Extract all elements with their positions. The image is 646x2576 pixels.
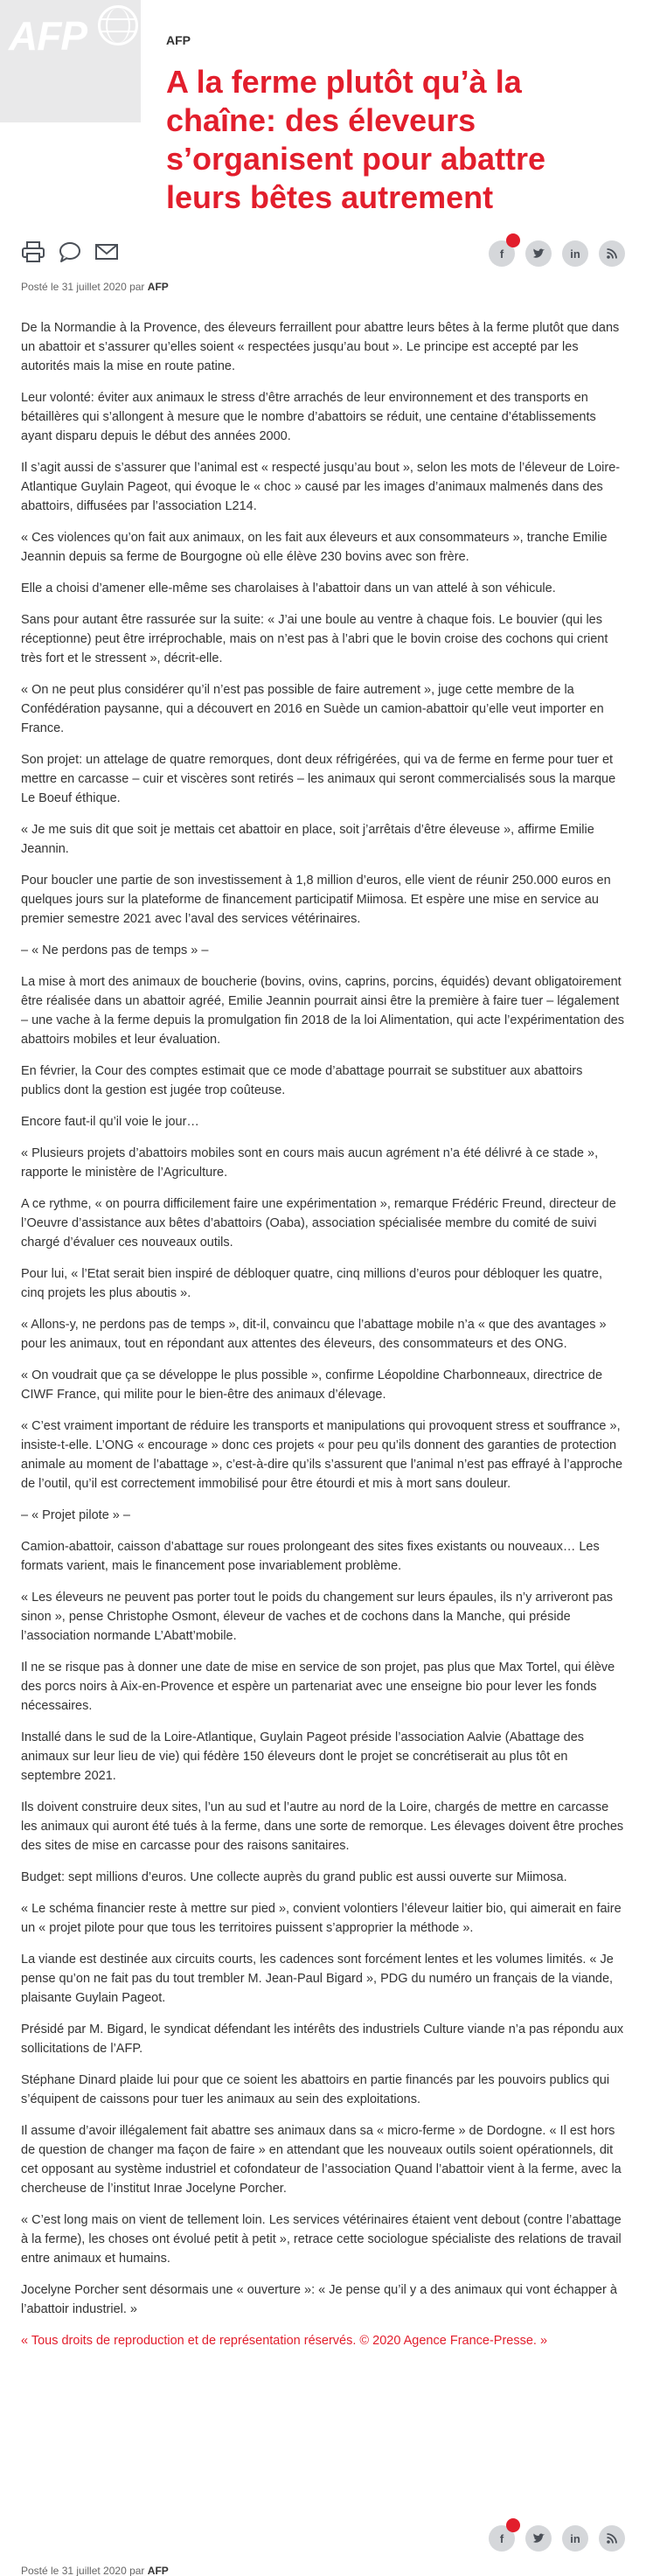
share-buttons <box>489 240 625 267</box>
section-heading: – « Ne perdons pas de temps » – <box>21 943 209 957</box>
comment-icon[interactable] <box>58 240 82 263</box>
article-paragraph: Elle a choisi d’amener elle-même ses charolaises à l’abattoir dans un van attelé à son véhicule. <box>21 581 556 595</box>
article-paragraph: Stéphane Dinard plaide lui pour que ce soient les abattoirs en partie financés par les pouvoirs publics qui s’équipent de caissons pour tuer les animaux au sein des exploitations. <box>21 2073 610 2106</box>
article-paragraph: « Ces violences qu’on fait aux animaux, on les fait aux éleveurs et aux consommateurs », tranche Emilie Jeannin depuis sa ferme de Bourgogne où elle élève 230 bovins avec son frère. <box>21 531 608 564</box>
article-paragraph: Présidé par M. Bigard, le syndicat défendant les intérêts des industriels Culture viande n’a pas répondu aux sollicitations de l’AFP. <box>21 2023 624 2056</box>
article-paragraph: Pour boucler une partie de son investissement à 1,8 million d’euros, elle vient de réunir 250.000 euros en quelques jours sur la plateforme de financement participatif Miimosa. Et espère une mise en service au premier semestre 2021 avec l’aval des services vétérinaires. <box>21 874 611 926</box>
email-icon[interactable] <box>94 240 119 263</box>
footer-facebook-share-button[interactable] <box>489 2525 515 2552</box>
twitter-share-button[interactable] <box>525 240 552 267</box>
article-header <box>0 0 646 229</box>
rss-icon <box>607 248 617 259</box>
print-icon[interactable] <box>21 240 45 263</box>
facebook-share-button[interactable] <box>489 240 515 267</box>
article-paragraph: Leur volonté: éviter aux animaux le stress d’être arrachés de leur environnement et des transports en bétaillères qui s’allongent à mesure que le nombre d’abattoirs se réduit, une centaine d’établissements ayant disparu depuis le début des années 2000. <box>21 391 596 443</box>
article-paragraph: Il ne se risque pas à donner une date de mise en service de son projet, pas plus que Max Tortel, qui élève des porcs noirs à Aix-en-Provence et espère un partenariat avec une enseigne bio pour lever les fonds nécessaires. <box>21 1660 615 1713</box>
article-paragraph: En février, la Cour des comptes estimait que ce mode d’abattage pourrait se substituer aux abattoirs publics dont la gestion est jugée trop coûteuse. <box>21 1064 583 1097</box>
tool-icons <box>21 240 119 263</box>
article-paragraph: Il s’agit aussi de s’assurer que l’animal est « respecté jusqu’au bout », selon les mots de l’éleveur de Loire-Atlantique Guylain Pageot, qui évoque le « choc » causé par les images d’animaux malmenés dans des abattoirs, diffusées par l’association L214. <box>21 461 621 513</box>
article-paragraph: « Les éleveurs ne peuvent pas porter tout le poids du changement sur leurs épaules, ils n’y arriveront pas sinon », pense Christophe Osmont, éleveur de vaches et de cochons dans la Manche, qui préside l’association normande L’Abatt’mobile. <box>21 1591 614 1643</box>
article-paragraph: Il assume d’avoir illégalement fait abattre ses animaux dans sa « micro-ferme » de Dordogne. « Il est hors de question de changer ma façon de faire » en attendant que les nouveaux outils soient opérationnels, dit cet opposant au système industriel et cofondateur de l’association Quand l’abattoir vient à la ferme, avec la chercheuse de l’institut Inrae Jocelyne Porcher. <box>21 2124 622 2196</box>
article-paragraph: « Allons-y, ne perdons pas de temps », dit-il, convaincu que l’abattage mobile n’a « que des avantages » pour les animaux, tout en répondant aux attentes des éleveurs, des consommateurs et des ONG. <box>21 1318 607 1351</box>
posted-info <box>21 281 169 293</box>
section-heading: – « Projet pilote » – <box>21 1508 130 1522</box>
twitter-icon <box>532 248 545 259</box>
posted-date: Posté le 31 juillet 2020 par <box>21 2565 145 2576</box>
footer-toolbar <box>21 2525 625 2555</box>
article-paragraph: Installé dans le sud de la Loire-Atlantique, Guylain Pageot préside l’association Aalvie (Abattage des animaux sur leur lieu de vie) qui fédère 150 éleveurs dont le projet se concrétiserait au plus tôt en septembre 2021. <box>21 1730 585 1783</box>
twitter-icon <box>532 2533 545 2544</box>
facebook-icon: f <box>499 247 504 261</box>
copyright-notice: « Tous droits de reproduction et de représentation réservés. © 2020 Agence France-Presse. » <box>21 2334 548 2348</box>
posted-date: Posté le 31 juillet 2020 par <box>21 281 145 293</box>
rss-share-button[interactable] <box>599 240 625 267</box>
article-paragraph: A ce rythme, « on pourra difficilement faire une expérimentation », remarque Frédéric Freund, directeur de l’Oeuvre d’assistance aux bêtes d’abattoirs (Oaba), association spécialisée membre du comité de suivi chargé d’évaluer ces nouveaux outils. <box>21 1197 616 1250</box>
notification-badge <box>506 2518 520 2532</box>
article-paragraph: Sans pour autant être rassurée sur la suite: « J’ai une boule au ventre à chaque fois. Le bouvier (qui les réceptionne) peut être irréprochable, mais on n’est pas à l’abri que le bovin croise des cochons qui crient très fort et le stressent », décrit-elle. <box>21 613 608 665</box>
article-paragraph: « Je me suis dit que soit je mettais cet abattoir en place, soit j’arrêtais d’être éleveuse », affirme Emilie Jeannin. <box>21 823 594 856</box>
article-paragraph: Son projet: un attelage de quatre remorques, dont deux réfrigérées, qui va de ferme en ferme pour tuer et mettre en carcasse – cuir et viscères sont retirés – les animaux qui seront commercialisés sous la marque Le Boeuf éthique. <box>21 753 616 805</box>
footer-posted-info <box>21 2565 169 2576</box>
globe-icon <box>98 5 138 45</box>
logo-text: AFP <box>9 13 87 59</box>
article-paragraph: « On voudrait que ça se développe le plus possible », confirme Léopoldine Charbonneaux, directrice de CIWF France, qui milite pour le bien-être des animaux d’élevage. <box>21 1368 603 1402</box>
article-paragraph: La viande est destinée aux circuits courts, les cadences sont forcément lentes et les volumes limités. « Je pense qu’on ne fait pas du tout trembler M. Jean-Paul Bigard », PDG du numéro un français de la viande, plaisante Guylain Pageot. <box>21 1953 614 2005</box>
facebook-icon: f <box>499 2531 504 2545</box>
afp-logo[interactable] <box>0 0 141 122</box>
article-paragraph: Jocelyne Porcher sent désormais une « ouverture »: « Je pense qu’il y a des animaux qui vont échapper à l’abattoir industriel. » <box>21 2283 617 2316</box>
source-label: AFP <box>166 33 191 47</box>
footer-linkedin-share-button[interactable] <box>562 2525 588 2552</box>
article-paragraph: De la Normandie à la Provence, des éleveurs ferraillent pour abattre leurs bêtes à la ferme plutôt que dans un abattoir et s’assurer qu’elles soient « respectées jusqu’au bout ». Le principe est accepté par les autorités mais la mise en route patine. <box>21 321 620 373</box>
linkedin-icon: in <box>570 247 580 261</box>
article-body <box>21 318 624 2363</box>
article-paragraph: « Plusieurs projets d’abattoirs mobiles sont en cours mais aucun agrément n’a été délivré à ce stade », rapporte le ministère de l’Agriculture. <box>21 1146 599 1180</box>
posted-author[interactable]: AFP <box>147 281 169 293</box>
posted-author[interactable]: AFP <box>147 2565 169 2576</box>
article-paragraph: « C’est vraiment important de réduire les transports et manipulations qui provoquent stress et souffrance », insiste-t-elle. L’ONG « encourage » donc ces projets « pour peu qu’ils donnent des garanties de protection animale au moment de l’abattage », c’est-à-dire qu’ils s’assurent que l’animal n’est pas effrayé à l’approche de l’outil, qu’il est correctement immobilisé pour être étourdi et mis à mort sans douleur. <box>21 1419 623 1491</box>
footer-rss-share-button[interactable] <box>599 2525 625 2552</box>
article-paragraph: Camion-abattoir, caisson d’abattage sur roues prolongeant des sites fixes existants ou nouveaux… Les formats varient, mais le financement pose invariablement problème. <box>21 1540 600 1573</box>
article-paragraph: « C’est long mais on vient de tellement loin. Les services vétérinaires étaient vent debout (contre l’abattage à la ferme), les choses ont évolué petit à petit », retrace cette sociologue spécialiste des relations de travail entre animaux et humains. <box>21 2213 622 2266</box>
article-paragraph: Ils doivent construire deux sites, l’un au sud et l’autre au nord de la Loire, chargés de mettre en carcasse les animaux qui auront été tués à la ferme, dans une sorte de remorque. Les élevages doivent être proches des sites de mise en carcasse pour des raisons sanitaires. <box>21 1800 624 1853</box>
article-paragraph: La mise à mort des animaux de boucherie (bovins, ovins, caprins, porcins, équidés) devant obligatoirement être réalisée dans un abattoir agréé, Emilie Jeannin pourrait ainsi être la première à faire tuer – légalement – une vache à la ferme depuis la promulgation fin 2018 de la loi Alimentation, qui acte l’expérimentation des abattoirs mobiles et leur évaluation. <box>21 975 624 1047</box>
article-toolbar <box>21 240 625 270</box>
article-paragraph: Pour lui, « l’Etat serait bien inspiré de débloquer quatre, cinq millions d’euros pour débloquer les quatre, cinq projets les plus aboutis ». <box>21 1267 602 1300</box>
notification-badge <box>506 233 520 247</box>
footer-share-buttons <box>489 2525 625 2552</box>
linkedin-share-button[interactable] <box>562 240 588 267</box>
article-paragraph: « Le schéma financier reste à mettre sur pied », convient volontiers l’éleveur laitier bio, qui aimerait en faire un « projet pilote pour que tous les territoires puissent s’approprier la méthode ». <box>21 1902 622 1935</box>
linkedin-icon: in <box>570 2531 580 2545</box>
footer-twitter-share-button[interactable] <box>525 2525 552 2552</box>
rss-icon <box>607 2533 617 2544</box>
article-headline: A la ferme plutôt qu’à la chaîne: des éleveurs s’organisent pour abattre leurs bêtes autrement <box>166 64 546 215</box>
article-paragraph: Encore faut-il qu’il voie le jour… <box>21 1115 199 1129</box>
article-paragraph: « On ne peut plus considérer qu’il n’est pas possible de faire autrement », juge cette membre de la Confédération paysanne, qui a découvert en 2016 en Suède un camion-abattoir qu’elle veut importer en France. <box>21 683 604 735</box>
article-paragraph: Budget: sept millions d’euros. Une collecte auprès du grand public est aussi ouverte sur Miimosa. <box>21 1870 567 1884</box>
